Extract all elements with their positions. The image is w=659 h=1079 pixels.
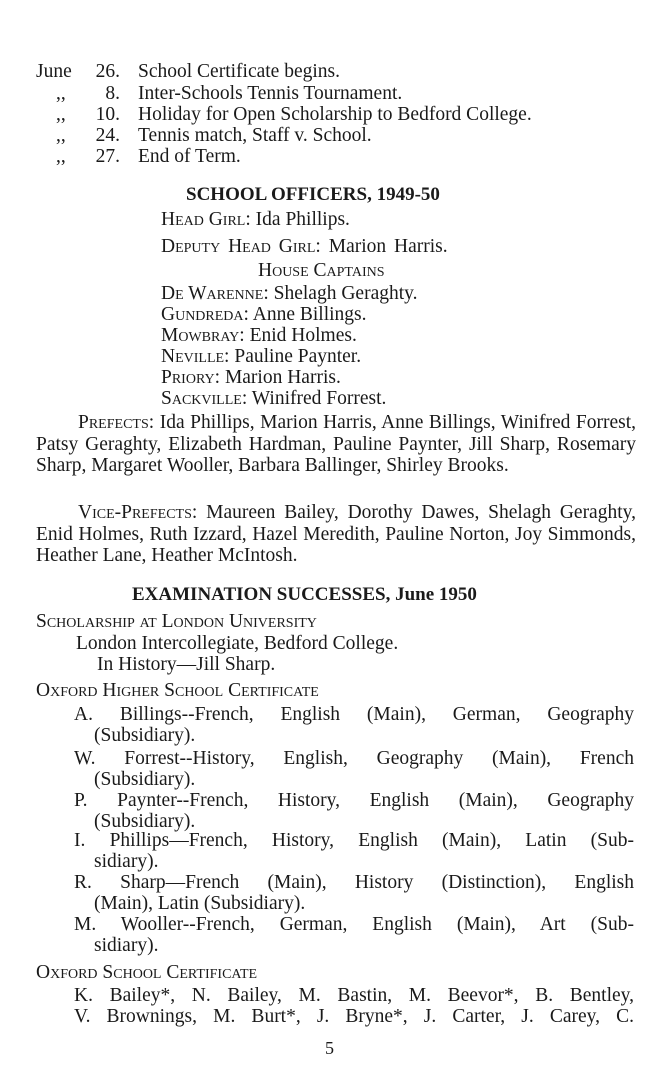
head-girl-label: Head Girl: bbox=[161, 209, 251, 230]
calendar-event: End of Term. bbox=[138, 146, 241, 167]
result-entry bbox=[74, 748, 634, 790]
result-entry bbox=[74, 790, 634, 832]
head-girl-line bbox=[161, 209, 350, 230]
result-entry bbox=[74, 872, 634, 914]
vice-prefects-names: Maureen Bailey, Dorothy Dawes, Shelagh Geraghty, Enid Holmes, Ruth Izzard, Hazel Meredith, Pauline Norton, Joy Simmonds, Heather Lane, Heather McIntosh. bbox=[36, 502, 636, 566]
captain-name: Marion Harris. bbox=[224, 367, 341, 388]
calendar-event: Holiday for Open Scholarship to Bedford College. bbox=[138, 104, 532, 125]
house-captain-item bbox=[161, 304, 367, 325]
house-name: Mowbray: bbox=[161, 325, 245, 346]
house-captain-item bbox=[161, 325, 357, 346]
ditto-mark: ,, bbox=[56, 146, 66, 167]
ditto-mark: ,, bbox=[56, 125, 66, 146]
house-name: De Warenne: bbox=[161, 283, 269, 304]
result-continuation: (Subsidiary). bbox=[94, 769, 196, 790]
head-girl-name: Ida Phillips. bbox=[255, 209, 350, 230]
result-text: A. Billings--French, English (Main), German, Geography bbox=[74, 704, 634, 725]
calendar-day: 24. bbox=[95, 125, 120, 146]
vice-prefects-label: Vice-Prefects: bbox=[78, 502, 198, 523]
page-number: 5 bbox=[325, 1038, 334, 1058]
prefects-label: Prefects: bbox=[78, 412, 155, 433]
result-continuation: (Subsidiary). bbox=[94, 725, 196, 746]
calendar-day: 10. bbox=[95, 104, 120, 125]
prefects-paragraph bbox=[36, 412, 636, 477]
house-name: Sackville: bbox=[161, 388, 248, 409]
house-captains-heading: House Captains bbox=[258, 260, 385, 281]
names-line: K. Bailey*, N. Bailey, M. Bastin, M. Beevor*, B. Bentley, bbox=[74, 985, 634, 1006]
school-certificate-label: Oxford School Certificate bbox=[36, 962, 258, 983]
school-officers-heading: SCHOOL OFFICERS, 1949-50 bbox=[186, 184, 440, 205]
calendar-event: Inter-Schools Tennis Tournament. bbox=[138, 83, 403, 104]
deputy-head-girl-name: Marion Harris. bbox=[328, 236, 448, 257]
house-name: Gundreda: bbox=[161, 304, 249, 325]
higher-certificate-label: Oxford Higher School Certificate bbox=[36, 680, 319, 701]
captain-name: Enid Holmes. bbox=[249, 325, 357, 346]
result-continuation: sidiary). bbox=[94, 851, 159, 872]
captain-name: Pauline Paynter. bbox=[234, 346, 362, 367]
result-text: W. Forrest--History, English, Geography (Main), French bbox=[74, 748, 634, 769]
calendar-event: Tennis match, Staff v. School. bbox=[138, 125, 372, 146]
result-text: M. Wooller--French, German, English (Main), Art (Sub- bbox=[74, 914, 634, 935]
calendar-month: June bbox=[36, 61, 72, 82]
house-name: Priory: bbox=[161, 367, 221, 388]
house-captain-item bbox=[161, 367, 341, 388]
scholarship-label: Scholarship at London University bbox=[36, 611, 317, 632]
result-entry bbox=[74, 704, 634, 746]
names-line: V. Brownings, M. Burt*, J. Bryne*, J. Carter, J. Carey, C. bbox=[74, 1006, 634, 1027]
house-captain-item bbox=[161, 283, 418, 304]
prefects-names: Ida Phillips, Marion Harris, Anne Billings, Winifred Forrest, Patsy Geraghty, Elizabeth Hardman, Pauline Paynter, Jill Sharp, Rosemary Sharp, Margaret Wooller, Barbara Ballinger, Shirley Brooks. bbox=[36, 412, 637, 476]
school-certificate-names bbox=[74, 985, 634, 1027]
result-text: R. Sharp—French (Main), History (Distinction), English bbox=[74, 872, 634, 893]
calendar-day: 26. bbox=[95, 61, 120, 82]
result-continuation: (Subsidiary). bbox=[94, 811, 196, 832]
examinations-heading: EXAMINATION SUCCESSES, June 1950 bbox=[132, 584, 477, 605]
house-captain-item bbox=[161, 346, 361, 367]
ditto-mark: ,, bbox=[56, 83, 66, 104]
result-entry bbox=[74, 830, 634, 872]
scholarship-line: In History—Jill Sharp. bbox=[97, 654, 276, 675]
captain-name: Shelagh Geraghty. bbox=[273, 283, 418, 304]
captain-name: Anne Billings. bbox=[252, 304, 367, 325]
calendar-day: 27. bbox=[95, 146, 120, 167]
result-entry bbox=[74, 914, 634, 956]
deputy-head-girl-label: Deputy Head Girl: bbox=[161, 236, 321, 257]
house-name: Neville: bbox=[161, 346, 230, 367]
deputy-head-girl-line bbox=[161, 236, 448, 257]
scholarship-line: London Intercollegiate, Bedford College. bbox=[76, 633, 399, 654]
result-continuation: sidiary). bbox=[94, 935, 159, 956]
result-text: I. Phillips—French, History, English (Main), Latin (Sub- bbox=[74, 830, 634, 851]
vice-prefects-paragraph bbox=[36, 502, 636, 567]
calendar-event: School Certificate begins. bbox=[138, 61, 340, 82]
house-captain-item bbox=[161, 388, 386, 409]
ditto-mark: ,, bbox=[56, 104, 66, 125]
result-continuation: (Main), Latin (Subsidiary). bbox=[94, 893, 306, 914]
result-text: P. Paynter--French, History, English (Main), Geography bbox=[74, 790, 634, 811]
captain-name: Winifred Forrest. bbox=[251, 388, 387, 409]
calendar-day: 8. bbox=[105, 83, 120, 104]
